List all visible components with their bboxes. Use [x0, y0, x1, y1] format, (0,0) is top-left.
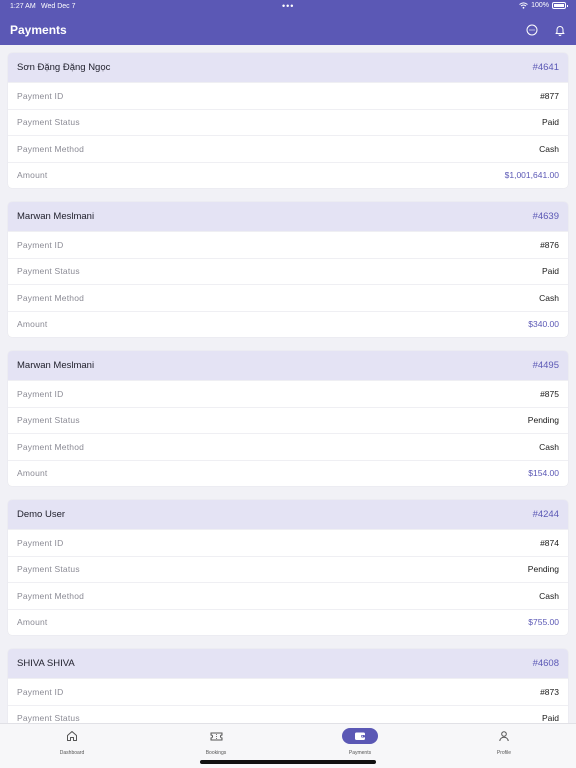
payment-method-value: Cash — [539, 441, 559, 452]
booking-number[interactable]: #4639 — [532, 211, 559, 222]
payment-method-label: Payment Method — [17, 143, 85, 154]
tab-payments[interactable] — [320, 728, 400, 756]
payment-status-row — [8, 705, 568, 724]
payment-method-label: Payment Method — [17, 441, 85, 452]
payment-method-label: Payment Method — [17, 590, 85, 601]
payment-id-row — [8, 380, 568, 407]
home-icon — [54, 728, 90, 744]
status-time: 1:27 AM — [10, 3, 36, 10]
tab-label: Bookings — [205, 750, 227, 756]
booking-number[interactable]: #4641 — [532, 62, 559, 73]
payment-id-row — [8, 529, 568, 556]
payment-status-value: Paid — [541, 713, 559, 723]
top-bar — [0, 0, 576, 45]
payment-id-value: #873 — [540, 686, 559, 697]
amount-label: Amount — [17, 468, 48, 479]
payments-list[interactable] — [0, 45, 576, 723]
payment-status-label: Payment Status — [17, 117, 80, 128]
payment-id-value: #876 — [540, 239, 559, 250]
customer-name: Sơn Đặng Đặng Ngọc — [17, 62, 111, 73]
page-title: Payments — [10, 23, 67, 37]
payment-status-value: Paid — [541, 117, 559, 128]
payment-id-value: #875 — [540, 388, 559, 399]
multitasking-dots-icon[interactable]: ••• — [282, 1, 295, 11]
payment-status-value: Paid — [541, 266, 559, 277]
amount-value: $340.00 — [528, 319, 559, 330]
home-indicator[interactable] — [200, 760, 376, 764]
payment-status-label: Payment Status — [17, 266, 80, 277]
battery-percent: 100% — [531, 2, 549, 9]
payment-id-label: Payment ID — [17, 388, 64, 399]
ticket-icon — [198, 728, 234, 744]
payment-method-row — [8, 135, 568, 162]
customer-name: SHIVA SHIVA — [17, 658, 75, 669]
payment-card-header — [8, 351, 568, 380]
amount-label: Amount — [17, 319, 48, 330]
payment-status-row — [8, 407, 568, 434]
amount-value: $154.00 — [528, 468, 559, 479]
payment-card-header — [8, 202, 568, 231]
amount-row — [8, 460, 568, 487]
payment-status-value: Pending — [527, 564, 559, 575]
amount-value: $1,001,641.00 — [504, 170, 559, 181]
battery-icon — [552, 2, 566, 9]
status-date: Wed Dec 7 — [41, 3, 76, 10]
payment-card[interactable] — [8, 202, 568, 337]
payment-status-row — [8, 258, 568, 285]
payment-method-value: Cash — [539, 143, 559, 154]
payment-id-label: Payment ID — [17, 239, 64, 250]
wallet-icon — [342, 728, 378, 744]
payment-card[interactable] — [8, 649, 568, 723]
payment-method-value: Cash — [539, 590, 559, 601]
tab-bookings[interactable] — [176, 728, 256, 756]
amount-row — [8, 311, 568, 338]
payment-id-value: #874 — [540, 537, 559, 548]
payment-method-row — [8, 582, 568, 609]
payment-card[interactable] — [8, 500, 568, 635]
payment-id-label: Payment ID — [17, 537, 64, 548]
amount-value: $755.00 — [528, 617, 559, 628]
payment-card[interactable] — [8, 53, 568, 188]
customer-name: Marwan Meslmani — [17, 211, 95, 222]
amount-label: Amount — [17, 617, 48, 628]
amount-label: Amount — [17, 170, 48, 181]
payment-status-label: Payment Status — [17, 713, 80, 723]
payment-method-row — [8, 284, 568, 311]
payment-card-header — [8, 500, 568, 529]
payment-method-row — [8, 433, 568, 460]
customer-name: Demo User — [17, 509, 66, 520]
payment-status-row — [8, 109, 568, 136]
payment-card-header — [8, 649, 568, 678]
payment-card-header — [8, 53, 568, 82]
booking-number[interactable]: #4495 — [532, 360, 559, 371]
wifi-icon — [519, 2, 528, 9]
payment-card[interactable] — [8, 351, 568, 486]
booking-number[interactable]: #4244 — [532, 509, 559, 520]
payment-status-row — [8, 556, 568, 583]
tab-label: Profile — [496, 750, 512, 756]
tab-label: Dashboard — [59, 750, 85, 756]
payment-status-label: Payment Status — [17, 564, 80, 575]
payment-id-row — [8, 231, 568, 258]
booking-number[interactable]: #4608 — [532, 658, 559, 669]
tab-dashboard[interactable] — [32, 728, 112, 756]
payment-method-value: Cash — [539, 292, 559, 303]
payment-status-value: Pending — [527, 415, 559, 426]
payment-id-label: Payment ID — [17, 90, 64, 101]
status-right — [519, 2, 566, 9]
status-bar — [0, 0, 576, 14]
payment-id-row — [8, 82, 568, 109]
user-icon — [486, 728, 522, 744]
tab-profile[interactable] — [464, 728, 544, 756]
payment-id-value: #877 — [540, 90, 559, 101]
chat-icon[interactable] — [525, 23, 539, 37]
payment-id-label: Payment ID — [17, 686, 64, 697]
customer-name: Marwan Meslmani — [17, 360, 95, 371]
tab-label: Payments — [348, 750, 372, 756]
amount-row — [8, 609, 568, 636]
bell-icon[interactable] — [553, 23, 567, 37]
payment-status-label: Payment Status — [17, 415, 80, 426]
amount-row — [8, 162, 568, 189]
payment-method-label: Payment Method — [17, 292, 85, 303]
payment-id-row — [8, 678, 568, 705]
